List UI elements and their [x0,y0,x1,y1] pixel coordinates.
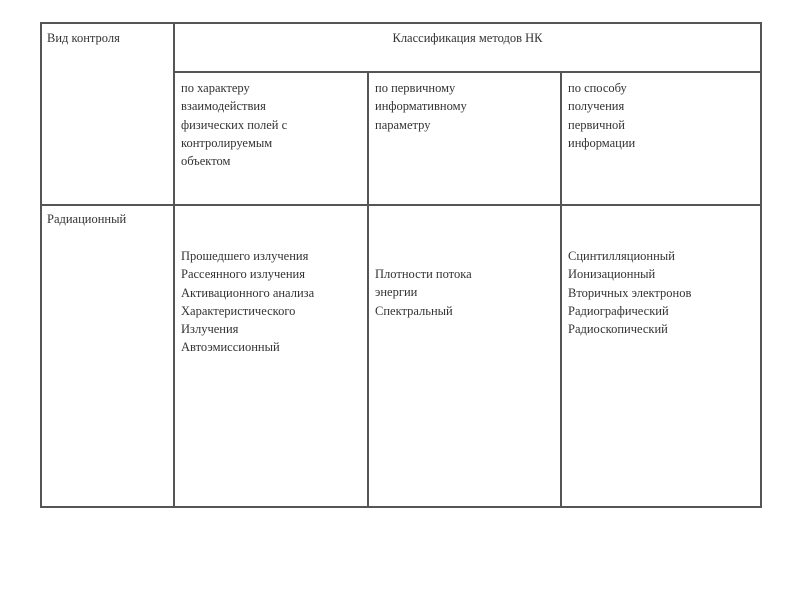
header-classification: Классификация методов НК [392,31,543,45]
table-border-right [760,22,762,508]
row-control-type: Радиационный [47,212,127,226]
table-border-top [40,22,762,24]
subheader-acquisition: по способу получения первичной информации [568,81,636,150]
row-divider [40,204,762,206]
row-acquisition-methods: Сцинтилляционный Ионизационный Вторичных электронов Радиографический Радиоскопический [568,249,692,337]
row-interaction-methods: Прошедшего излучения Рассеянного излучения Активационного анализа Характеристического Излучения Автоэмиссионный [181,249,315,355]
subheader-interaction: по характеру взаимодействия физических полей с контролируемым объектом [181,81,288,169]
row-parameter-methods: Плотности потока энергии Спектральный [375,267,472,318]
header-control-type: Вид контроля [47,31,120,45]
header-divider [173,71,762,73]
column-divider-3 [560,71,562,508]
table-border-bottom [40,506,762,508]
table-border-left [40,22,42,508]
column-divider-2 [367,71,369,508]
subheader-parameter: по первичному информативному параметру [375,81,467,132]
column-divider-1 [173,22,175,508]
